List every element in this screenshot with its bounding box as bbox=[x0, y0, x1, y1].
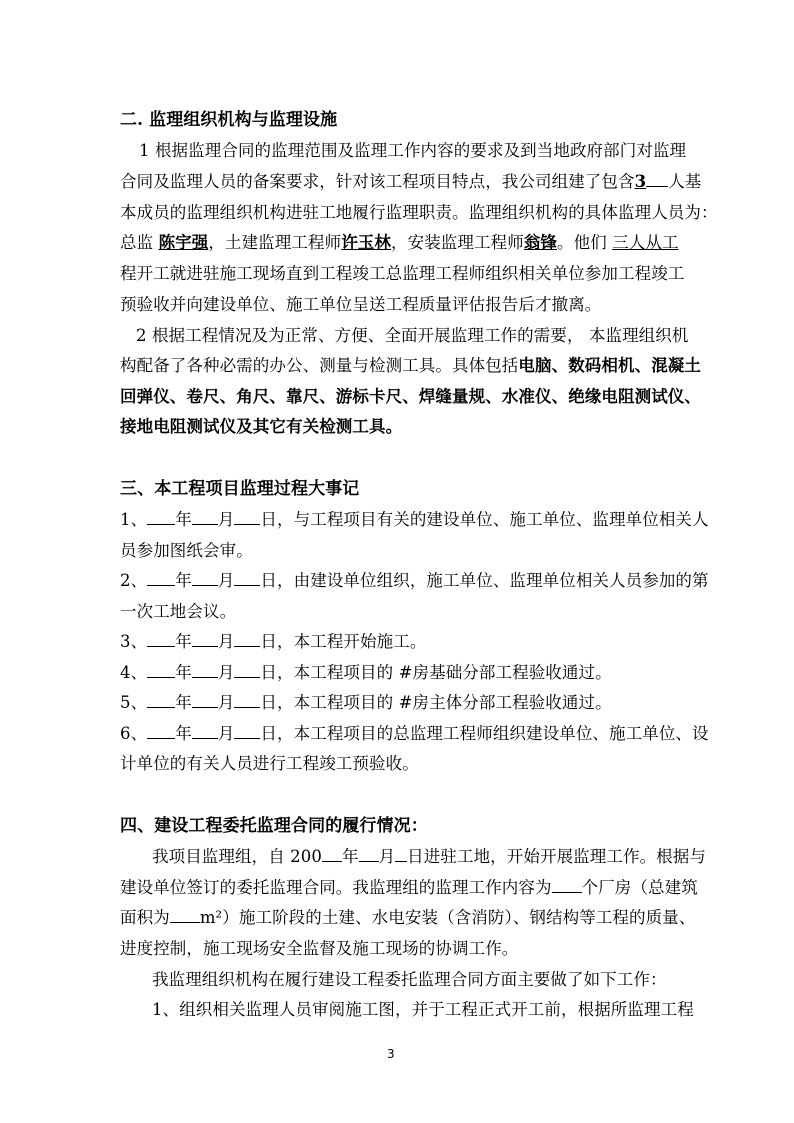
chief-supervisor-name: 陈宇强 bbox=[158, 233, 209, 252]
paragraph-line: 接地电阻测试仪及其它有关检测工具。 bbox=[120, 417, 403, 436]
event-item: 3、 年 月 日，本工程开始施工。 bbox=[120, 632, 427, 651]
paragraph-line: 我项目监理组，自 200 年 月 日进驻工地，开始开展监理工作。根据与 bbox=[152, 847, 706, 866]
event-item: 6、 年 月 日，本工程项目的总监理工程师组织建设单位、施工单位、设 bbox=[120, 724, 709, 743]
event-item: 5、 年 月 日，本工程项目的 #房主体分部工程验收通过。 bbox=[120, 693, 612, 712]
section-4-heading: 四、建设工程委托监理合同的履行情况： bbox=[120, 816, 428, 836]
section-2-heading: 二. 监理组织机构与监理设施 bbox=[120, 110, 338, 130]
event-item: 2、 年 月 日，由建设单位组织，施工单位、监理单位相关人员参加的第 bbox=[120, 571, 709, 590]
paragraph-line: 构配备了各种必需的办公、测量与检测工具。具体包括电脑、数码相机、混凝土 bbox=[120, 356, 702, 375]
paragraph-line: 程开工就进驻施工现场直到工程竣工总监理工程师组织相关单位参加工程竣工 bbox=[120, 264, 685, 283]
event-item-continuation: 计单位的有关人员进行工程竣工预验收。 bbox=[120, 754, 419, 773]
paragraph-line: 回弹仪、卷尺、角尺、靠尺、游标卡尺、焊缝量规、水准仪、绝缘电阻测试仪、 bbox=[120, 387, 701, 406]
paragraph-line: 面积为 m²）施工阶段的土建、水电安装（含消防）、钢结构等工程的质量、 bbox=[120, 908, 696, 927]
member-count: 3 bbox=[634, 172, 647, 191]
paragraph-line: 总监 陈宇强，土建监理工程师许玉林，安装监理工程师翁锋。他们 三人从工 bbox=[120, 233, 679, 252]
paragraph-line: 预验收并向建设单位、施工单位呈送工程质量评估报告后才撤离。 bbox=[120, 295, 602, 314]
paragraph-line: 1 根据监理合同的监理范围及监理工作内容的要求及到当地政府部门对监理 bbox=[139, 141, 687, 160]
paragraph-line: 1、组织相关监理人员审阅施工图，并于工程正式开工前，根据所监理工程 bbox=[152, 1000, 694, 1019]
event-item: 4、 年 月 日，本工程项目的 #房基础分部工程验收通过。 bbox=[120, 663, 612, 682]
paragraph-line: 进度控制，施工现场安全监督及施工现场的协调工作。 bbox=[120, 939, 519, 958]
paragraph-line: 2 根据工程情况及为正常、方便、全面开展监理工作的需要， 本监理组织机 bbox=[136, 326, 689, 345]
paragraph-line: 合同及监理人员的备案要求，针对该工程项目特点，我公司组建了包含3 人基 bbox=[120, 172, 702, 191]
section-3-heading: 三、本工程项目监理过程大事记 bbox=[120, 479, 360, 499]
paragraph-line: 本成员的监理组织机构进驻工地履行监理职责。监理组织机构的具体监理人员为： bbox=[120, 203, 718, 222]
event-item-continuation: 一次工地会议。 bbox=[120, 602, 237, 621]
paragraph-line: 建设单位签订的委托监理合同。我监理组的监理工作内容为 个厂房（总建筑 bbox=[120, 878, 698, 897]
event-item-continuation: 员参加图纸会审。 bbox=[120, 541, 253, 560]
event-item: 1、 年 月 日，与工程项目有关的建设单位、施工单位、监理单位相关人 bbox=[120, 510, 709, 529]
paragraph-line: 我监理组织机构在履行建设工程委托监理合同方面主要做了如下工作： bbox=[152, 970, 667, 989]
underline-blank bbox=[646, 172, 668, 187]
page-number: 3 bbox=[387, 1047, 395, 1061]
installation-engineer-name: 翁锋 bbox=[523, 233, 558, 252]
civil-engineer-name: 许玉林 bbox=[341, 233, 391, 252]
